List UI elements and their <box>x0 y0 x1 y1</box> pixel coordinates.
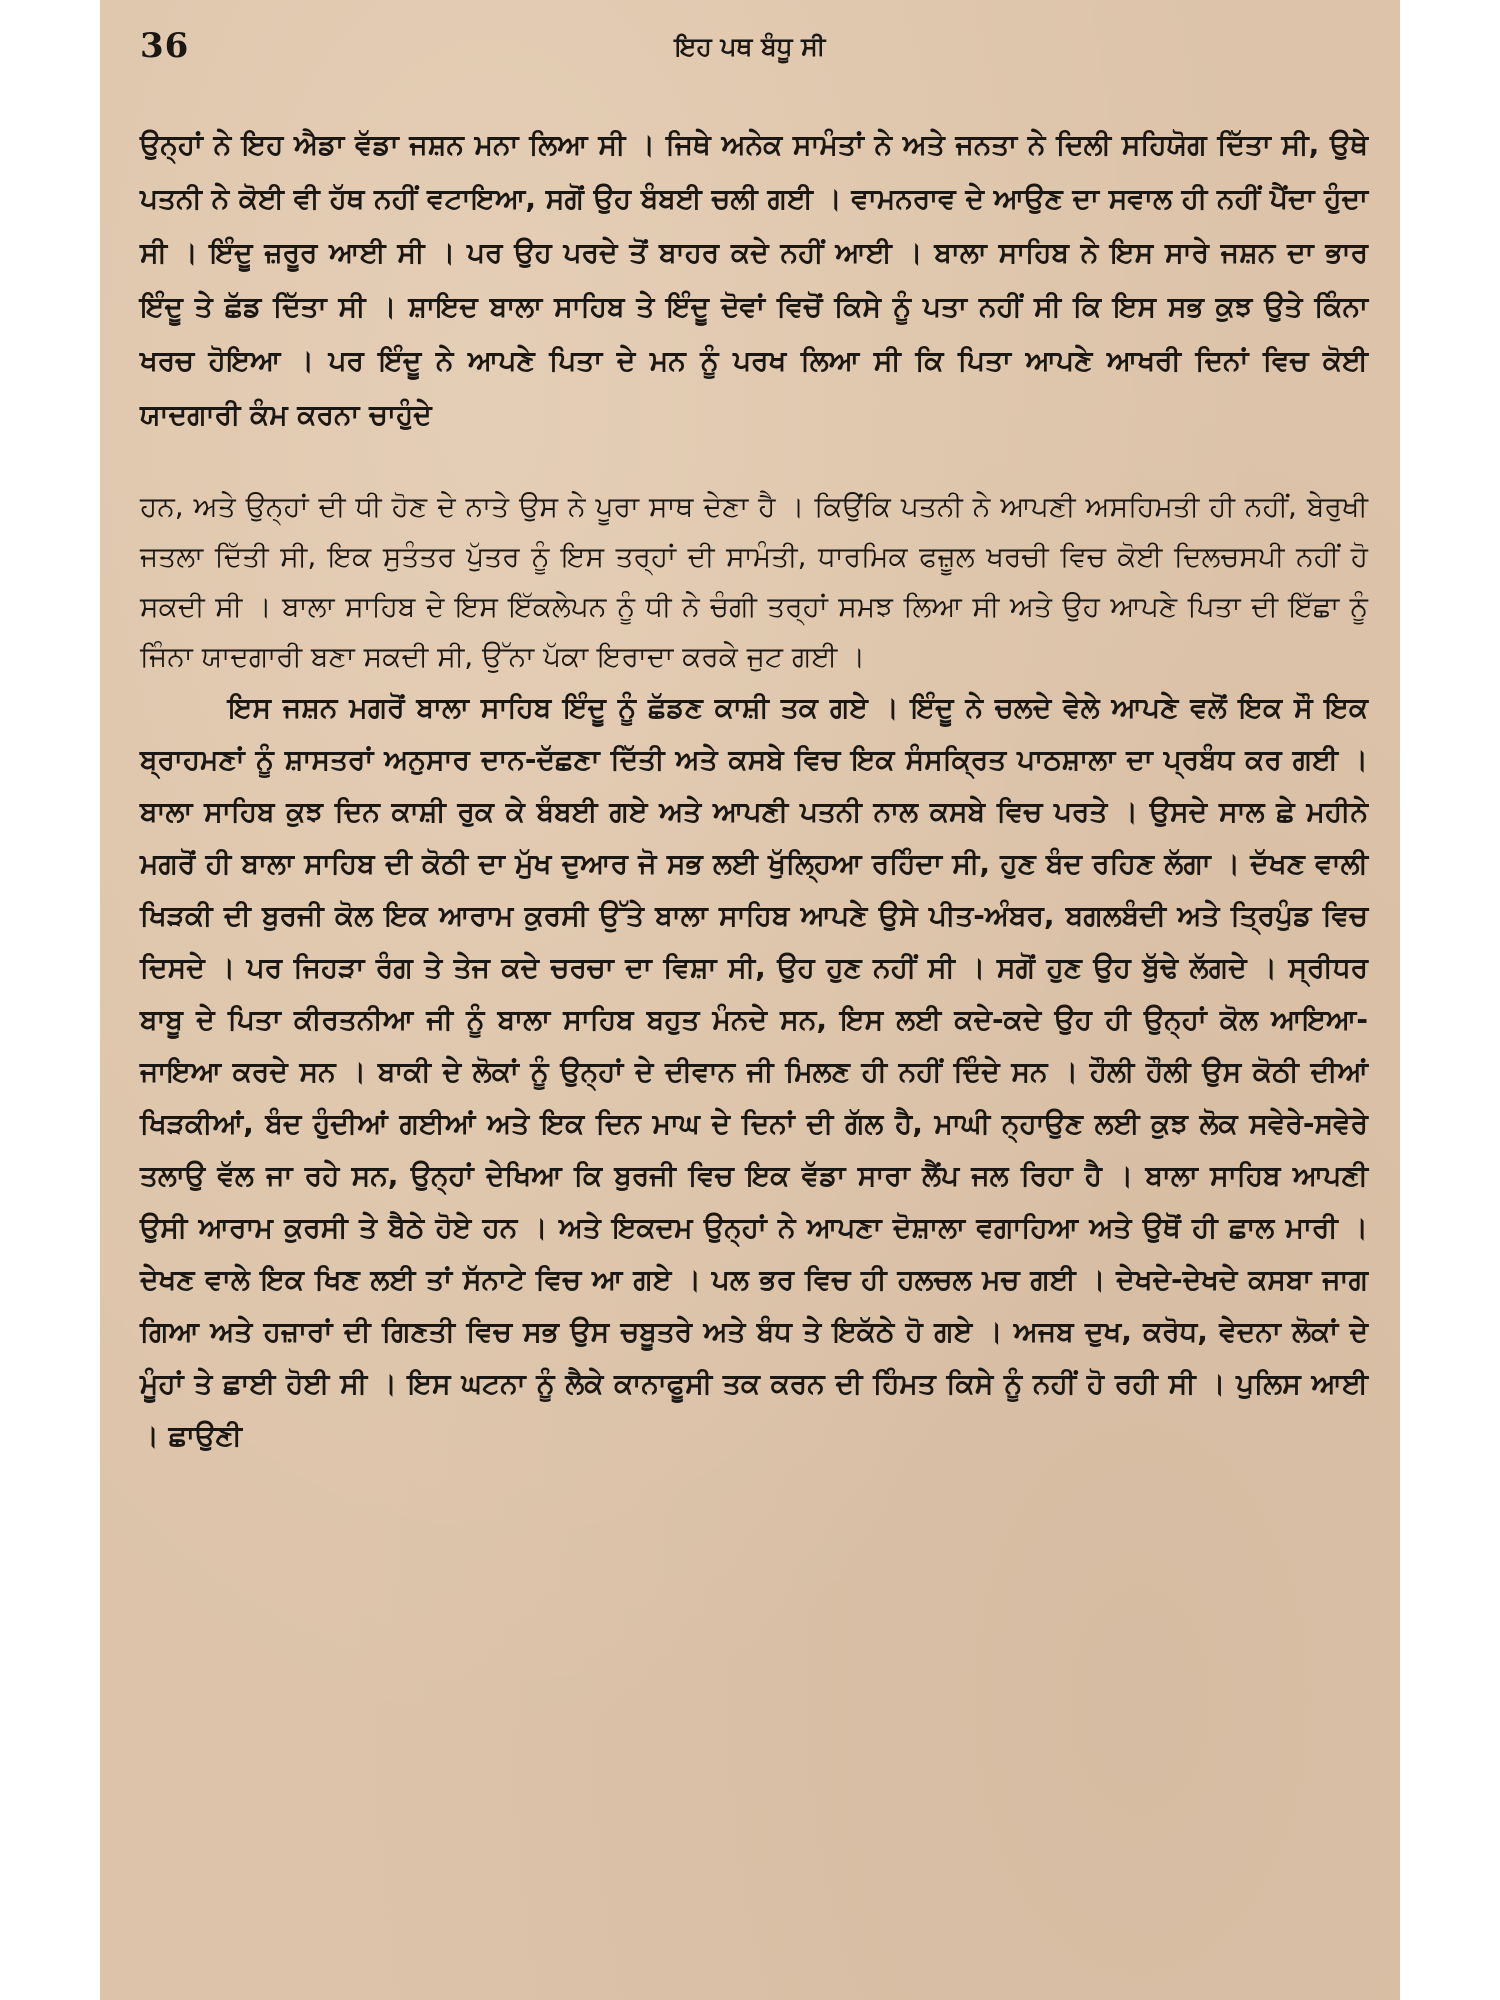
running-head <box>140 26 1360 66</box>
paragraph-2: ਹਨ, ਅਤੇ ਉਨ੍ਹਾਂ ਦੀ ਧੀ ਹੋਣ ਦੇ ਨਾਤੇ ਉਸ ਨੇ ਪੂਰਾ ਸਾਥ ਦੇਣਾ ਹੈ । ਕਿਉਂਕਿ ਪਤਨੀ ਨੇ ਆਪਣੀ ਅਸਹਿਮਤੀ ਹੀ ਨਹੀਂ, ਬੇਰੁਖੀ ਜਤਲਾ ਦਿੱਤੀ ਸੀ, ਇਕ ਸੁਤੰਤਰ ਪੁੱਤਰ ਨੂੰ ਇਸ ਤਰ੍ਹਾਂ ਦੀ ਸਾਮੰਤੀ, ਧਾਰਮਿਕ ਫਜ਼ੂਲ ਖਰਚੀ ਵਿਚ ਕੋਈ ਦਿਲਚਸਪੀ ਨਹੀਂ ਹੋ ਸਕਦੀ ਸੀ । ਬਾਲਾ ਸਾਹਿਬ ਦੇ ਇਸ ਇੱਕਲੇਪਨ ਨੂੰ ਧੀ ਨੇ ਚੰਗੀ ਤਰ੍ਹਾਂ ਸਮਝ ਲਿਆ ਸੀ ਅਤੇ ਉਹ ਆਪਣੇ ਪਿਤਾ ਦੀ ਇੱਛਾ ਨੂੰ ਜਿੰਨਾ ਯਾਦਗਾਰੀ ਬਣਾ ਸਕਦੀ ਸੀ, ਉੱਨਾ ਪੱਕਾ ਇਰਾਦਾ ਕਰਕੇ ਜੁਟ ਗਈ । <box>140 490 1368 673</box>
book-page <box>100 0 1400 2000</box>
page-number: 36 <box>140 26 190 66</box>
book-title: ਇਹ ਪਥ ਬੰਧੂ ਸੀ <box>674 32 826 61</box>
paragraph-1: ਉਨ੍ਹਾਂ ਨੇ ਇਹ ਐਡਾ ਵੱਡਾ ਜਸ਼ਨ ਮਨਾ ਲਿਆ ਸੀ । ਜਿਥੇ ਅਨੇਕ ਸਾਮੰਤਾਂ ਨੇ ਅਤੇ ਜਨਤਾ ਨੇ ਦਿਲੀ ਸਹਿਯੋਗ ਦਿੱਤਾ ਸੀ, ਉਥੇ ਪਤਨੀ ਨੇ ਕੋਈ ਵੀ ਹੱਥ ਨਹੀਂ ਵਟਾਇਆ, ਸਗੋਂ ਉਹ ਬੰਬਈ ਚਲੀ ਗਈ । ਵਾਮਨਰਾਵ ਦੇ ਆਉਣ ਦਾ ਸਵਾਲ ਹੀ ਨਹੀਂ ਪੈਂਦਾ ਹੁੰਦਾ ਸੀ । ਇੰਦੂ ਜ਼ਰੂਰ ਆਈ ਸੀ । ਪਰ ਉਹ ਪਰਦੇ ਤੋਂ ਬਾਹਰ ਕਦੇ ਨਹੀਂ ਆਈ । ਬਾਲਾ ਸਾਹਿਬ ਨੇ ਇਸ ਸਾਰੇ ਜਸ਼ਨ ਦਾ ਭਾਰ ਇੰਦੂ ਤੇ ਛੱਡ ਦਿੱਤਾ ਸੀ । ਸ਼ਾਇਦ ਬਾਲਾ ਸਾਹਿਬ ਤੇ ਇੰਦੂ ਦੋਵਾਂ ਵਿਚੋਂ ਕਿਸੇ ਨੂੰ ਪਤਾ ਨਹੀਂ ਸੀ ਕਿ ਇਸ ਸਭ ਕੁਝ ਉਤੇ ਕਿੰਨਾ ਖਰਚ ਹੋਇਆ । ਪਰ ਇੰਦੂ ਨੇ ਆਪਣੇ ਪਿਤਾ ਦੇ ਮਨ ਨੂੰ ਪਰਖ ਲਿਆ ਸੀ ਕਿ ਪਿਤਾ ਆਪਣੇ ਆਖਰੀ ਦਿਨਾਂ ਵਿਚ ਕੋਈ ਯਾਦਗਾਰੀ ਕੰਮ ਕਰਨਾ ਚਾਹੁੰਦੇ <box>140 128 1368 431</box>
body-text <box>140 118 1368 1462</box>
paragraph-3: ਇਸ ਜਸ਼ਨ ਮਗਰੋਂ ਬਾਲਾ ਸਾਹਿਬ ਇੰਦੂ ਨੂੰ ਛੱਡਣ ਕਾਸ਼ੀ ਤਕ ਗਏ । ਇੰਦੂ ਨੇ ਚਲਦੇ ਵੇਲੇ ਆਪਣੇ ਵਲੋਂ ਇਕ ਸੌ ਇਕ ਬ੍ਰਾਹਮਣਾਂ ਨੂੰ ਸ਼ਾਸਤਰਾਂ ਅਨੁਸਾਰ ਦਾਨ-ਦੱਛਣਾ ਦਿੱਤੀ ਅਤੇ ਕਸਬੇ ਵਿਚ ਇਕ ਸੰਸਕ੍ਰਿਤ ਪਾਠਸ਼ਾਲਾ ਦਾ ਪ੍ਰਬੰਧ ਕਰ ਗਈ । ਬਾਲਾ ਸਾਹਿਬ ਕੁਝ ਦਿਨ ਕਾਸ਼ੀ ਰੁਕ ਕੇ ਬੰਬਈ ਗਏ ਅਤੇ ਆਪਣੀ ਪਤਨੀ ਨਾਲ ਕਸਬੇ ਵਿਚ ਪਰਤੇ । ਉਸਦੇ ਸਾਲ ਛੇ ਮਹੀਨੇ ਮਗਰੋਂ ਹੀ ਬਾਲਾ ਸਾਹਿਬ ਦੀ ਕੋਠੀ ਦਾ ਮੁੱਖ ਦੁਆਰ ਜੋ ਸਭ ਲਈ ਖੁੱਲ੍ਹਿਆ ਰਹਿੰਦਾ ਸੀ, ਹੁਣ ਬੰਦ ਰਹਿਣ ਲੱਗਾ । ਦੱਖਣ ਵਾਲੀ ਖਿੜਕੀ ਦੀ ਬੁਰਜੀ ਕੋਲ ਇਕ ਆਰਾਮ ਕੁਰਸੀ ਉੱਤੇ ਬਾਲਾ ਸਾਹਿਬ ਆਪਣੇ ਉਸੇ ਪੀਤ-ਅੰਬਰ, ਬਗਲਬੰਦੀ ਅਤੇ ਤ੍ਰਿਪੁੰਡ ਵਿਚ ਦਿਸਦੇ । ਪਰ ਜਿਹੜਾ ਰੰਗ ਤੇ ਤੇਜ ਕਦੇ ਚਰਚਾ ਦਾ ਵਿਸ਼ਾ ਸੀ, ਉਹ ਹੁਣ ਨਹੀਂ ਸੀ । ਸਗੋਂ ਹੁਣ ਉਹ ਬੁੱਢੇ ਲੱਗਦੇ । ਸ੍ਰੀਧਰ ਬਾਬੂ ਦੇ ਪਿਤਾ ਕੀਰਤਨੀਆ ਜੀ ਨੂੰ ਬਾਲਾ ਸਾਹਿਬ ਬਹੁਤ ਮੰਨਦੇ ਸਨ, ਇਸ ਲਈ ਕਦੇ-ਕਦੇ ਉਹ ਹੀ ਉਨ੍ਹਾਂ ਕੋਲ ਆਇਆ-ਜਾਇਆ ਕਰਦੇ ਸਨ । ਬਾਕੀ ਦੇ ਲੋਕਾਂ ਨੂੰ ਉਨ੍ਹਾਂ ਦੇ ਦੀਵਾਨ ਜੀ ਮਿਲਣ ਹੀ ਨਹੀਂ ਦਿੰਦੇ ਸਨ । ਹੌਲੀ ਹੌਲੀ ਉਸ ਕੋਠੀ ਦੀਆਂ ਖਿੜਕੀਆਂ, ਬੰਦ ਹੁੰਦੀਆਂ ਗਈਆਂ ਅਤੇ ਇਕ ਦਿਨ ਮਾਘ ਦੇ ਦਿਨਾਂ ਦੀ ਗੱਲ ਹੈ, ਮਾਘੀ ਨ੍ਹਾਉਣ ਲਈ ਕੁਝ ਲੋਕ ਸਵੇਰੇ-ਸਵੇਰੇ ਤਲਾਉ ਵੱਲ ਜਾ ਰਹੇ ਸਨ, ਉਨ੍ਹਾਂ ਦੇਖਿਆ ਕਿ ਬੁਰਜੀ ਵਿਚ ਇਕ ਵੱਡਾ ਸਾਰਾ ਲੈਂਪ ਜਲ ਰਿਹਾ ਹੈ । ਬਾਲਾ ਸਾਹਿਬ ਆਪਣੀ ਉਸੀ ਆਰਾਮ ਕੁਰਸੀ ਤੇ ਬੈਠੇ ਹੋਏ ਹਨ । ਅਤੇ ਇਕਦਮ ਉਨ੍ਹਾਂ ਨੇ ਆਪਣਾ ਦੋਸ਼ਾਲਾ ਵਗਾਹਿਆ ਅਤੇ ਉਥੋਂ ਹੀ ਛਾਲ ਮਾਰੀ । ਦੇਖਣ ਵਾਲੇ ਇਕ ਖਿਣ ਲਈ ਤਾਂ ਸੱਨਾਟੇ ਵਿਚ ਆ ਗਏ । ਪਲ ਭਰ ਵਿਚ ਹੀ ਹਲਚਲ ਮਚ ਗਈ । ਦੇਖਦੇ-ਦੇਖਦੇ ਕਸਬਾ ਜਾਗ ਗਿਆ ਅਤੇ ਹਜ਼ਾਰਾਂ ਦੀ ਗਿਣਤੀ ਵਿਚ ਸਭ ਉਸ ਚਬੂਤਰੇ ਅਤੇ ਬੰਧ ਤੇ ਇਕੱਠੇ ਹੋ ਗਏ । ਅਜਬ ਦੁਖ, ਕਰੋਧ, ਵੇਦਨਾ ਲੋਕਾਂ ਦੇ ਮੂੰਹਾਂ ਤੇ ਛਾਈ ਹੋਈ ਸੀ । ਇਸ ਘਟਨਾ ਨੂੰ ਲੈਕੇ ਕਾਨਾਫੂਸੀ ਤਕ ਕਰਨ ਦੀ ਹਿੰਮਤ ਕਿਸੇ ਨੂੰ ਨਹੀਂ ਹੋ ਰਹੀ ਸੀ । ਪੁਲਿਸ ਆਈ । ਛਾਉਣੀ <box>140 691 1368 1452</box>
